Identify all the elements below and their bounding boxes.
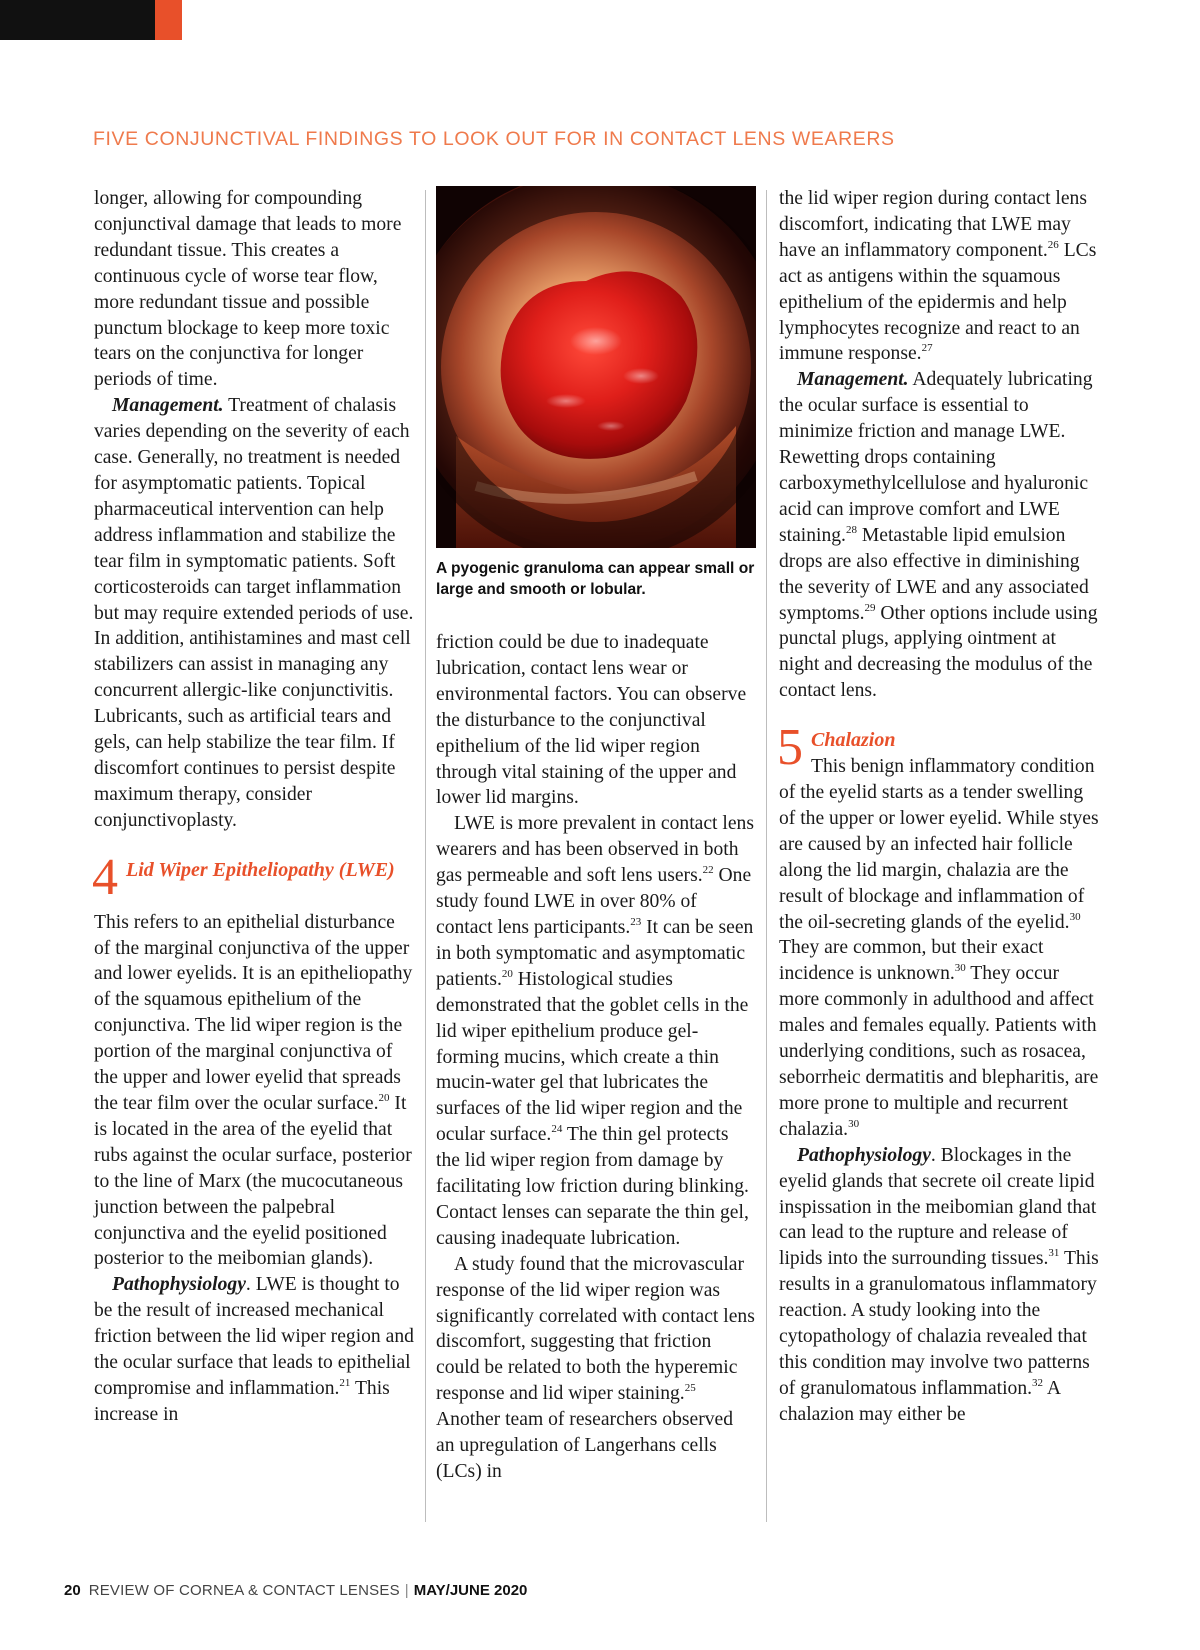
reference: 20 (378, 1092, 390, 1104)
reference: 32 (1032, 1376, 1044, 1389)
paragraph-text: Metastable lipid emulsion drops are also effective in diminishing the severity of LWE and any associated symptoms. (779, 524, 1089, 624)
column-rule-1 (425, 190, 426, 1522)
publication-name: REVIEW OF CORNEA & CONTACT LENSES (88, 1582, 400, 1599)
issue-date: MAY/JUNE 2020 (413, 1582, 528, 1599)
reference: 20 (501, 967, 513, 980)
paragraph (779, 186, 1101, 367)
run-in-heading: Management. (797, 369, 909, 391)
paragraph-text: They occur more commonly in adulthood and affect males and females equally. Patients with underlying conditions, such as rosacea, seborrheic dermatitis and blepharitis, are more prone to multiple and recurrent chalazia. (779, 963, 1099, 1140)
section-heading (777, 719, 1101, 777)
granuloma-image (436, 186, 756, 548)
reference: 28 (845, 523, 857, 536)
reference: 22 (702, 864, 714, 877)
reference: 30 (1069, 910, 1081, 923)
paragraph-text: It can be seen in both symptomatic and asymptomatic patients. (436, 916, 754, 990)
paragraph-text: This increase in (94, 1377, 390, 1425)
top-bar-accent (155, 0, 182, 40)
paragraph-text: Adequately lubricating the ocular surface is essential to minimize friction and manage LWE. Rewetting drops containing carboxymethylcellulose and hyaluronic acid can improve comfort and LWE staining. (779, 369, 1093, 546)
footer-separator: | (404, 1582, 409, 1599)
paragraph-text: . LWE is thought to be the result of increased mechanical friction between the lid wiper region and the ocular surface that leads to epithelial compromise and inflammation. (94, 1274, 414, 1399)
reference: 26 (1047, 238, 1059, 251)
paragraph (779, 367, 1101, 704)
paragraph-text: It is located in the area of the eyelid that rubs against the ocular surface, posterior to the line of Marx (the mucocutaneous junction between the palpebral conjunctiva and the eyelid positioned posterior to the meibomian glands). (94, 1093, 412, 1270)
paragraph-text: LCs act as antigens within the squamous epithelium of the epidermis and help lymphocytes recognize and react to an immune response. (779, 239, 1097, 365)
photo-caption: A pyogenic granuloma can appear small or large and smooth or lobular. (436, 560, 755, 598)
paragraph-text: A study found that the microvascular response of the lid wiper region was significantly correlated with contact lens discomfort, suggesting that friction could be related to both the hyperemic response and lid wiper staining. (436, 1253, 755, 1405)
paragraph (436, 1252, 756, 1485)
paragraph-text: The thin gel protects the lid wiper region from damage by facilitating low friction during blinking. Contact lenses can separate the thin gel, causing inadequate lubrication. (436, 1124, 749, 1249)
paragraph-text: Other options include using punctal plugs, applying ointment at night and decreasing the modulus of the contact lens. (779, 602, 1098, 702)
paragraph-text: Histological studies demonstrated that the goblet cells in the lid wiper epithelium produce gel-forming mucins, which create a thin mucin-water gel that lubricates the surfaces of the lid wiper region and the ocular surface. (436, 968, 749, 1146)
granuloma-photo (436, 186, 756, 548)
top-bar-black (0, 0, 155, 40)
paragraph-text: the lid wiper region during contact lens discomfort, indicating that LWE may have an inflammatory component. (779, 188, 1087, 261)
paragraph-text: Treatment of chalasis varies depending on the severity of each case. Generally, no treatment is needed for asymptomatic patients. Topical pharmaceutical intervention can help address inflammation and stabilize the tear film in symptomatic patients. Soft corticosteroids can target inflammation but may require extended periods of use. In addition, antihistamines and mast cell stabilizers can assist in managing any concurrent allergic-like conjunctivitis. Lubricants, such as artificial tears and gels, can help stabilize the tear film. If discomfort continues to persist despite maximum therapy, consider conjunctivoplasty. (94, 395, 414, 831)
paragraph-text: This benign inflammatory condition of the eyelid starts as a tender swelling of the upper or lower eyelid. While styes are caused by an infected hair follicle along the lid margin, chalazia are the result of blockage and inflammation of the oil-secreting glands of the eyelid. (779, 756, 1099, 933)
reference: 25 (684, 1382, 696, 1395)
paragraph-text: LWE is more prevalent in contact lens wearers and has been observed in both gas permeable and soft lens users. (436, 813, 754, 887)
paragraph-text: One study found LWE in over 80% of contact lens participants. (436, 865, 752, 938)
section-number: 4 (92, 848, 118, 906)
paragraph-text: Another team of researchers observed an upregulation of Langerhans cells (LCs) in (436, 1409, 734, 1482)
run-in-heading: Pathophysiology (797, 1144, 931, 1166)
section-number: 5 (777, 719, 803, 777)
reference: 23 (630, 915, 642, 928)
reference: 30 (848, 1117, 860, 1130)
reference: 21 (339, 1376, 351, 1389)
column-1 (94, 186, 414, 1428)
paragraph (436, 811, 756, 1251)
running-head: FIVE CONJUNCTIVAL FINDINGS TO LOOK OUT FOR IN CONTACT LENS WEARERS (93, 128, 895, 150)
paragraph-text: They are common, but their exact incidence is unknown. (779, 937, 1044, 985)
paragraph-text: A chalazion may either be (779, 1377, 1060, 1425)
section-title: Chalazion (811, 729, 896, 752)
reference: 30 (954, 962, 966, 975)
paragraph: longer, allowing for compounding conjunctival damage that leads to more redundant tissue. This creates a continuous cycle of worse tear flow, more redundant tissue and possible punctum blockage to keep more toxic tears on the conjunctiva for longer periods of time. (94, 188, 402, 391)
column-3 (779, 186, 1101, 1428)
reference: 29 (864, 601, 876, 614)
run-in-heading: Management. (112, 395, 224, 417)
paragraph (94, 910, 414, 1273)
reference: 24 (551, 1123, 563, 1136)
paragraph: friction could be due to inadequate lubrication, contact lens wear or environmental factors. You can observe the disturbance to the conjunctival epithelium of the lid wiper region through vital staining of the upper and lower lid margins. (436, 632, 747, 809)
paragraph (779, 1143, 1101, 1428)
column-rule-2 (766, 190, 767, 1522)
section-heading (92, 848, 414, 910)
paragraph-text: . Blockages in the eyelid glands that secrete oil create lipid inspissation in the meibomian gland that can lead to the rupture and release of lipids into the surrounding tissues. (779, 1144, 1097, 1270)
page-footer (64, 1582, 527, 1599)
paragraph (94, 393, 414, 833)
section-title: Lid Wiper Epitheliopathy (LWE) (126, 858, 395, 881)
paragraph-text: This refers to an epithelial disturbance of the marginal conjunctiva of the upper and lower eyelids. It is an epitheliopathy of the squamous epithelium of the conjunctiva. The lid wiper region is the portion of the marginal conjunctiva of the upper and lower eyelid that spreads the tear film over the ocular surface. (94, 911, 413, 1114)
reference: 31 (1048, 1247, 1060, 1260)
paragraph (94, 1272, 414, 1427)
paragraph-text: This results in a granulomatous inflammatory reaction. A study looking into the cytopathology of chalazia revealed that this condition may involve two patterns of granulomatous inflammation. (779, 1248, 1099, 1399)
paragraph (779, 754, 1101, 1143)
reference: 27 (921, 342, 933, 355)
column-2 (436, 186, 756, 1485)
page-number: 20 (64, 1582, 81, 1599)
run-in-heading: Pathophysiology (112, 1274, 246, 1296)
